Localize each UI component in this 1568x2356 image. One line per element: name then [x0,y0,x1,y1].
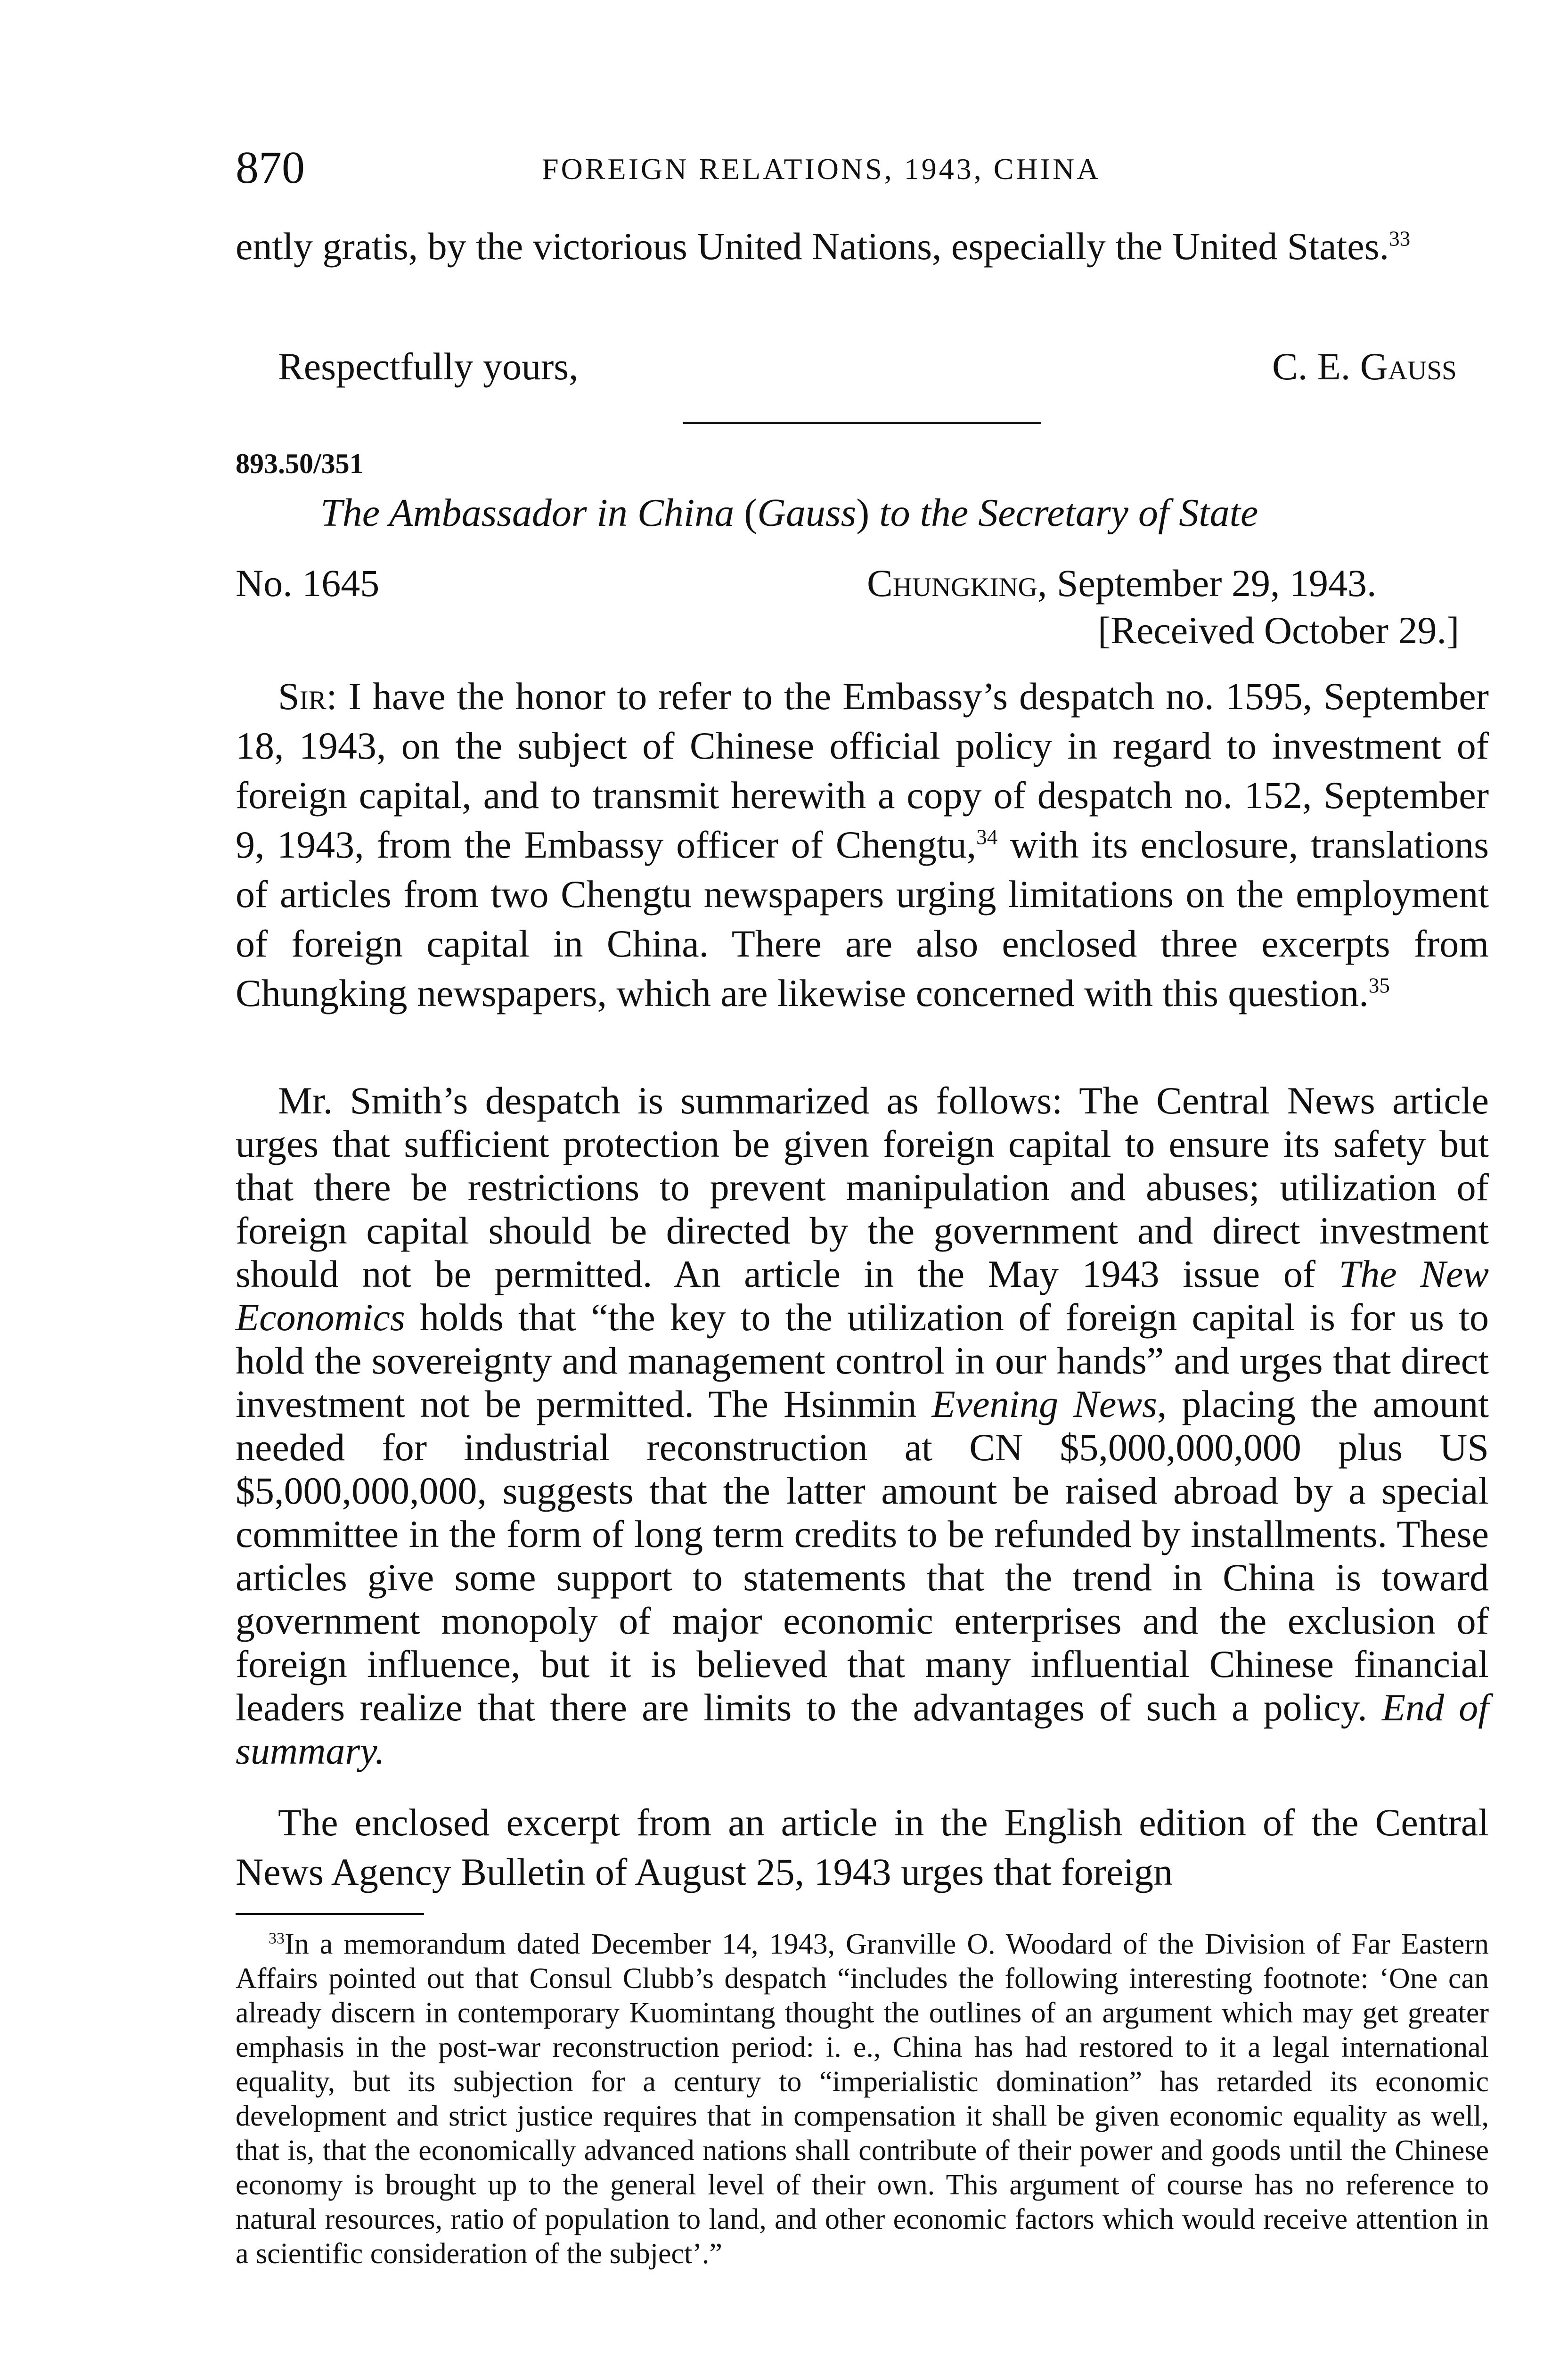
section-divider [683,422,1041,424]
footnote-ref-34: 34 [976,825,998,849]
continuation-text: ently gratis, by the victorious United Nations, especially the United States. [236,225,1389,268]
received-date: [Received October 29.] [1098,609,1460,652]
place: Chungking [867,562,1037,605]
page-number: 870 [236,142,305,193]
running-title: FOREIGN RELATIONS, 1943, CHINA [542,152,1101,186]
footnote-divider [236,1913,424,1915]
document-title: The Ambassador in China (Gauss) to the Secretary of State [320,491,1258,535]
letter-continuation [236,221,1489,271]
file-number: 893.50/351 [236,448,364,479]
valediction: Respectfully yours, [278,345,579,388]
footnote-33: $^{33}$In a memorandum dated December 14, 1943, Granville O. Woodard of the Division of Far Eastern Affairs pointed out that Consul Clubb’s despatch “includes the following interesting footnote: ‘One can already discern in contemporary Kuomintang thought the outlines of an argument which may get greater emphasis in the post-war reconstruction period: i. e., China has had restored to it a legal international equality, but its subjection for a century to “imperialistic domination” has retarded its economic development and strict justice requires that in compensation it shall be given economic equality as well, that is, that the economically advanced nations shall contribute of their power and goods until the Chinese economy is brought up to the general level of their own. This argument of course has no reference to natural resources, ratio of population to land, and other economic factors which would receive attention in a scientific consideration of the subject’.” [236,1928,1489,2270]
end-of-summary: End of summary. [236,1686,1489,1772]
signature: C. E. Gauss [1272,345,1457,388]
publication-new-economics: The New Economics [236,1252,1489,1339]
footnote-ref-33: 33 [1389,227,1411,251]
paragraph-2: Mr. Smith’s despatch is summarized as follows: The Central News article urges that sufficient protection be given foreign capital to ensure its safety but that there be restrictions to prevent manipulation and abuses; utilization of foreign capital should be directed by the government and direct investment should not be permitted. An article in the May 1943 issue of The New Economics holds that “the key to the utilization of foreign capital is for us to hold the sovereignty and management control in our hands” and urges that direct investment not be permitted. The Hsinmin Evening News, placing the amount needed for industrial reconstruction at CN $5,000,000,000 plus US $5,000,000,000, suggests that the latter amount be raised abroad by a special committee in the form of long term credits to be refunded by installments. These articles give some support to statements that the trend in China is toward government monopoly of major economic enterprises and the exclusion of foreign influence, but it is believed that many influential Chinese financial leaders realize that there are limits to the advantages of such a policy. End of summary. [236,1079,1489,1772]
publication-evening-news: Evening News [931,1383,1157,1425]
document-number: No. 1645 [236,562,380,605]
date: , September 29, 1943. [1037,562,1377,605]
place-date [867,558,1377,608]
salutation: Sir [278,675,327,718]
paragraph-1: Sir: I have the honor to refer to the Embassy’s despatch no. 1595, September 18, 1943, on the subject of Chinese official policy in regard to investment of foreign capital, and to transmit herewith a copy of despatch no. 152, September 9, 1943, from the Embassy officer of Chengtu,$^{34}$ with its enclosure, translations of articles from two Chengtu newspapers urging limitations on the employment of foreign capital in China. There are also enclosed three excerpts from Chungking newspapers, which are likewise concerned with this question.$^{35}$ [236,675,1489,1014]
paragraph-3: The enclosed excerpt from an article in the English edition of the Central News Agency Bulletin of August 25, 1943 urges that foreign [236,1801,1489,1893]
footnote-ref-35: 35 [1368,973,1390,998]
